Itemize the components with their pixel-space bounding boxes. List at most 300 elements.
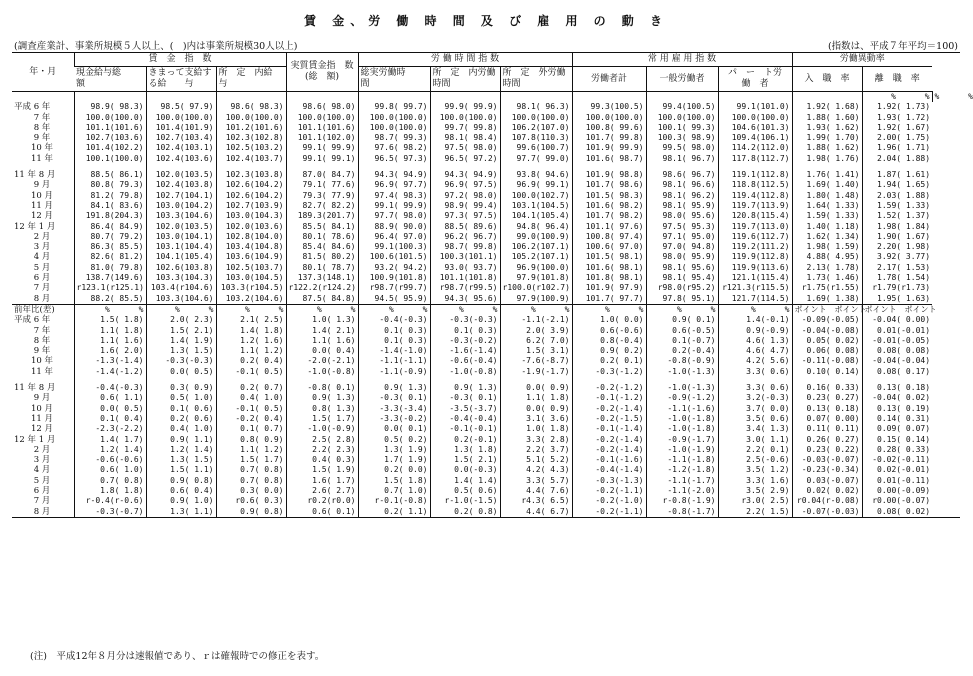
- table-cell: 0.9( 1.3): [286, 393, 358, 403]
- table-cell: 101.7( 98.6): [572, 180, 646, 190]
- table-cell: -0.4(-1.4): [572, 465, 646, 475]
- table-cell: 1.52( 1.37): [862, 211, 932, 221]
- row-label: 3 月: [14, 455, 51, 466]
- table-cell: 0.1(-0.7): [646, 336, 718, 346]
- table-cell: 0.06( 0.08): [792, 346, 862, 356]
- table-cell: 97.5( 98.0): [430, 143, 500, 153]
- table-cell: -0.3(-1.2): [572, 367, 646, 377]
- table-cell: [430, 92, 500, 103]
- table-cell: -1.1(-0.9): [358, 367, 430, 377]
- table-cell: -1.0(-1.3): [646, 367, 718, 377]
- table-cell: 1.76( 1.41): [792, 170, 862, 180]
- table-cell: -0.6(-0.4): [430, 356, 500, 366]
- table-cell: 81.2( 79.8): [74, 191, 146, 201]
- header-turnover-group: 労働異動率: [792, 53, 932, 67]
- table-cell: r98.7(r99.5): [430, 283, 500, 293]
- table-cell: 100.0(100.0): [430, 113, 500, 123]
- row-label: 5 月: [14, 262, 51, 273]
- table-cell: 4.2( 5.6): [718, 356, 792, 366]
- table-cell: 101.7( 99.8): [572, 133, 646, 143]
- table-cell: -0.1(-1.2): [572, 393, 646, 403]
- table-cell: -3.3(-0.2): [358, 414, 430, 424]
- table-row: [12, 211, 960, 221]
- table-cell: 1.4( 1.9): [146, 336, 216, 346]
- table-cell: 0.7( 0.8): [216, 476, 286, 486]
- table-row: [12, 315, 960, 325]
- table-cell: 85.5( 84.1): [286, 222, 358, 232]
- table-cell: 86.4( 84.9): [74, 222, 146, 232]
- table-row: [12, 273, 960, 283]
- table-cell: -0.1( 0.5): [216, 404, 286, 414]
- table-cell: 93.2( 94.2): [358, 263, 430, 273]
- table-cell: -1.0(-1.3): [646, 383, 718, 393]
- table-cell: 98.1( 96.3): [500, 102, 572, 112]
- table-cell: 96.5( 97.2): [430, 154, 500, 164]
- table-cell: 0.05( 0.02): [792, 336, 862, 346]
- table-cell: 1.3( 1.5): [146, 346, 216, 356]
- table-cell: 1.1( 1.2): [216, 346, 286, 356]
- table-cell: 103.3(104.3): [146, 273, 216, 283]
- table-cell: 1.2( 1.6): [216, 336, 286, 346]
- table-cell: 100.0(100.0): [358, 113, 430, 123]
- table-cell: -0.04( 0.02): [862, 393, 932, 403]
- table-cell: -1.2(-1.8): [646, 465, 718, 475]
- table-cell: -1.0(-0.8): [430, 367, 500, 377]
- table-cell: 1.6( 2.0): [74, 346, 146, 356]
- table-row: [12, 143, 960, 153]
- table-cell: 103.2(104.6): [216, 294, 286, 305]
- table-row: [12, 123, 960, 133]
- table-cell: 3.4( 1.3): [718, 424, 792, 434]
- row-label: 12 月: [14, 211, 54, 222]
- table-cell: 1.59( 1.33): [792, 211, 862, 221]
- table-row: [12, 336, 960, 346]
- table-cell: 98.6( 98.3): [216, 102, 286, 112]
- row-label: 前年比(差): [12, 304, 74, 315]
- table-cell: r100.0(r102.7): [500, 283, 572, 293]
- table-cell: 98.1( 96.2): [646, 191, 718, 201]
- table-cell: -0.04(-0.04): [862, 356, 932, 366]
- table-cell: 100.0(100.0): [286, 113, 358, 123]
- table-cell: 4.6( 1.3): [718, 336, 792, 346]
- table-cell: 96.2( 96.7): [430, 232, 500, 242]
- row-label: 9 年: [14, 133, 51, 144]
- table-cell: 119.7(113.9): [718, 201, 792, 211]
- table-cell: 101.6( 98.1): [572, 263, 646, 273]
- table-cell: -0.3( 0.1): [358, 393, 430, 403]
- statistics-table: [12, 52, 973, 518]
- table-cell: -1.1(-2.1): [500, 315, 572, 325]
- table-cell: 0.0(-0.3): [430, 465, 500, 475]
- table-cell: r1.75(r1.55): [792, 283, 862, 293]
- row-label: 11 年 8 月: [14, 383, 56, 394]
- table-cell: 98.7( 99.8): [430, 242, 500, 252]
- table-cell: -0.1(-0.1): [430, 424, 500, 434]
- table-cell: 1.92( 1.73): [862, 102, 932, 112]
- table-row: [12, 414, 960, 424]
- table-cell: 107.8(110.3): [500, 133, 572, 143]
- table-cell: 101.1(101.6): [74, 123, 146, 133]
- table-row: [12, 242, 960, 252]
- row-label: 6 月: [14, 485, 51, 496]
- table-cell: 0.26( 0.27): [792, 435, 862, 445]
- table-cell: 3.3( 0.6): [718, 367, 792, 377]
- table-cell: 102.7(104.1): [146, 191, 216, 201]
- table-cell: -0.4(-0.3): [358, 315, 430, 325]
- table-cell: % %: [500, 304, 572, 315]
- table-cell: -0.3( 0.1): [430, 393, 500, 403]
- table-cell: 85.4( 84.6): [286, 242, 358, 252]
- table-cell: r-0.1(-0.8): [358, 496, 430, 506]
- row-label: 11 年: [14, 153, 54, 164]
- table-cell: -0.4(-0.3): [74, 383, 146, 393]
- table-cell: 101.4(101.9): [146, 123, 216, 133]
- header-total-hours: 総実労働時 間: [358, 67, 430, 92]
- table-cell: 1.96( 1.71): [862, 143, 932, 153]
- table-cell: 0.13( 0.18): [792, 404, 862, 414]
- table-cell: 0.2( 0.4): [216, 356, 286, 366]
- table-cell: -0.11(-0.08): [792, 356, 862, 366]
- table-cell: 0.6( 1.1): [74, 393, 146, 403]
- table-cell: 79.3( 77.9): [286, 191, 358, 201]
- table-cell: 2.6( 2.7): [286, 486, 358, 496]
- table-row: [12, 133, 960, 143]
- table-cell: -1.1(-1.1): [358, 356, 430, 366]
- table-cell: 1.1( 1.8): [500, 393, 572, 403]
- table-cell: 0.14( 0.31): [862, 414, 932, 424]
- table-cell: 1.0( 1.3): [286, 315, 358, 325]
- header-real-wage: 実質賃金指 数(総 額): [286, 53, 358, 92]
- table-cell: r-1.0(-1.5): [430, 496, 500, 506]
- table-cell: 0.2( 0.7): [216, 383, 286, 393]
- table-cell: 0.9( 1.1): [146, 435, 216, 445]
- table-row: [12, 232, 960, 242]
- table-cell: r3.0( 2.5): [718, 496, 792, 506]
- table-cell: 1.4( 2.1): [286, 326, 358, 336]
- table-cell: 4.2( 4.3): [500, 465, 572, 475]
- table-cell: 121.1(115.4): [718, 273, 792, 283]
- table-cell: 0.0( 0.9): [500, 383, 572, 393]
- table-cell: 105.2(107.1): [500, 252, 572, 262]
- table-cell: 100.0(100.0): [216, 113, 286, 123]
- table-cell: 2.0( 2.3): [146, 315, 216, 325]
- table-cell: -1.9(-1.7): [500, 367, 572, 377]
- table-cell: 1.7( 1.9): [358, 455, 430, 465]
- table-row: [12, 507, 960, 518]
- table-cell: 0.2(-0.4): [646, 346, 718, 356]
- table-cell: 98.9( 99.4): [430, 201, 500, 211]
- table-cell: 103.6(104.9): [216, 252, 286, 262]
- table-cell: 81.0( 79.8): [74, 263, 146, 273]
- table-cell: 86.3( 85.5): [74, 242, 146, 252]
- table-cell: 94.5( 95.9): [358, 294, 430, 305]
- table-cell: 1.0( 0.0): [572, 315, 646, 325]
- table-cell: 99.1(100.3): [358, 242, 430, 252]
- table-row: [12, 455, 960, 465]
- row-label: 11 年 8 月: [14, 170, 56, 181]
- table-cell: 1.5( 1.8): [74, 315, 146, 325]
- table-cell: 0.5( 1.0): [146, 393, 216, 403]
- header-all-workers: 労働者計: [572, 67, 646, 92]
- table-cell: 99.1( 99.9): [358, 201, 430, 211]
- row-label: 12 年 1 月: [14, 434, 56, 445]
- table-cell: [500, 92, 572, 103]
- table-cell: 118.8(112.5): [718, 180, 792, 190]
- table-cell: 120.8(115.4): [718, 211, 792, 221]
- table-cell: 2.2( 0.1): [718, 445, 792, 455]
- table-cell: 2.1( 2.5): [216, 315, 286, 325]
- table-cell: 0.16( 0.33): [792, 383, 862, 393]
- table-cell: 101.5( 98.3): [572, 191, 646, 201]
- header-overtime-hours: 所 定 外労働時間: [500, 67, 572, 92]
- row-label: 8 月: [14, 506, 51, 517]
- table-cell: -0.3(-0.3): [430, 315, 500, 325]
- header-regular-pay: きまって支給する給 与: [146, 67, 216, 92]
- table-cell: 102.4(103.8): [146, 180, 216, 190]
- table-cell: 2.03( 1.88): [862, 191, 932, 201]
- table-cell: 98.1( 96.7): [646, 154, 718, 164]
- table-cell: 94.3( 95.6): [430, 294, 500, 305]
- table-cell: 2.00( 1.75): [862, 133, 932, 143]
- table-cell: 3.2(-0.3): [718, 393, 792, 403]
- table-row: [12, 201, 960, 211]
- table-cell: 97.0( 94.8): [646, 242, 718, 252]
- table-cell: 0.9( 0.2): [572, 346, 646, 356]
- header-parttime-workers: パ ー ト労 働 者: [718, 67, 792, 92]
- table-row: [12, 435, 960, 445]
- table-cell: 103.4(104.8): [216, 242, 286, 252]
- table-cell: 1.4( 1.4): [430, 476, 500, 486]
- table-cell: 119.1(112.8): [718, 170, 792, 180]
- table-cell: 0.1( 0.3): [358, 336, 430, 346]
- table-row: [12, 222, 960, 232]
- table-cell: 119.4(112.8): [718, 191, 792, 201]
- table-cell: 80.8( 79.3): [74, 180, 146, 190]
- table-cell: 1.69( 1.40): [792, 180, 862, 190]
- table-cell: [358, 92, 430, 103]
- table-cell: 99.3(100.5): [572, 102, 646, 112]
- table-cell: 99.7( 99.8): [430, 123, 500, 133]
- table-cell: 1.88( 1.60): [792, 113, 862, 123]
- table-cell: % %: [286, 304, 358, 315]
- table-cell: 0.08( 0.17): [862, 367, 932, 377]
- table-cell: 101.9( 98.8): [572, 170, 646, 180]
- table-cell: 100.0(100.0): [572, 113, 646, 123]
- header-general-workers: 一般労働者: [646, 67, 718, 92]
- table-cell: -0.2(-1.4): [572, 445, 646, 455]
- table-cell: 103.3(104.6): [146, 211, 216, 221]
- table-cell: 3.7( 0.0): [718, 404, 792, 414]
- table-cell: 102.6(104.2): [216, 180, 286, 190]
- table-cell: 100.6( 97.0): [572, 242, 646, 252]
- table-cell: 1.8( 1.8): [74, 486, 146, 496]
- table-cell: 102.0(103.6): [216, 222, 286, 232]
- table-cell: -1.1(-1.7): [646, 476, 718, 486]
- table-cell: 99.4(100.5): [646, 102, 718, 112]
- table-cell: -0.04(-0.08): [792, 326, 862, 336]
- table-cell: 102.5(103.2): [216, 143, 286, 153]
- table-cell: 0.8( 0.9): [216, 435, 286, 445]
- table-cell: 102.5(103.7): [216, 263, 286, 273]
- table-cell: [216, 92, 286, 103]
- table-cell: 98.1( 98.4): [430, 133, 500, 143]
- table-cell: 96.9( 97.7): [358, 180, 430, 190]
- table-row: [12, 476, 960, 486]
- table-cell: 137.3(148.1): [286, 273, 358, 283]
- table-cell: 3.3( 1.6): [718, 476, 792, 486]
- table-cell: 98.9( 98.3): [74, 102, 146, 112]
- table-cell: 100.8( 97.4): [572, 232, 646, 242]
- table-cell: -0.2(-1.5): [572, 414, 646, 424]
- table-cell: 100.1( 99.3): [646, 123, 718, 133]
- table-cell: 2.5( 2.8): [286, 435, 358, 445]
- table-row: [12, 304, 960, 315]
- table-cell: % %: [646, 304, 718, 315]
- table-cell: -0.23(-0.34): [792, 465, 862, 475]
- header-scheduled-pay: 所 定 内給 与: [216, 67, 286, 92]
- table-cell: -0.2(-1.2): [572, 383, 646, 393]
- table-cell: r-0.8(-1.9): [646, 496, 718, 506]
- table-cell: 99.1( 99.9): [286, 143, 358, 153]
- table-cell: -1.1(-2.0): [646, 486, 718, 496]
- table-cell: 94.3( 94.9): [358, 170, 430, 180]
- table-cell: 1.4( 1.8): [216, 326, 286, 336]
- table-cell: 101.4(102.2): [74, 143, 146, 153]
- table-cell: 0.7( 1.0): [358, 486, 430, 496]
- table-cell: r98.0(r95.2): [646, 283, 718, 293]
- change-section: [12, 304, 960, 517]
- table-cell: 0.0( 0.4): [286, 346, 358, 356]
- table-cell: 3.3( 2.8): [500, 435, 572, 445]
- table-cell: 101.7( 97.7): [572, 294, 646, 305]
- table-cell: 0.8(-0.4): [572, 336, 646, 346]
- row-label: 7 年: [14, 112, 51, 123]
- table-cell: 101.9( 99.9): [572, 143, 646, 153]
- table-cell: -0.04( 0.00): [862, 315, 932, 325]
- table-cell: 80.7( 79.2): [74, 232, 146, 242]
- index-section: [12, 91, 973, 305]
- table-cell: -1.4(-1.0): [358, 346, 430, 356]
- table-cell: 103.1(104.4): [146, 242, 216, 252]
- table-cell: 1.0( 1.8): [500, 424, 572, 434]
- table-cell: 98.1( 95.6): [646, 263, 718, 273]
- table-row: [12, 445, 960, 455]
- table-cell: 82.6( 81.2): [74, 252, 146, 262]
- table-row: [12, 170, 960, 180]
- table-cell: 0.6(-0.6): [572, 326, 646, 336]
- table-cell: 97.1( 95.0): [646, 232, 718, 242]
- table-cell: 100.0(102.7): [500, 191, 572, 201]
- header-period: 年・月: [12, 53, 74, 92]
- table-cell: 5.1( 5.2): [500, 455, 572, 465]
- table-row: [12, 263, 960, 273]
- table-cell: 102.4(103.1): [146, 143, 216, 153]
- table-cell: 1.78( 1.54): [862, 273, 932, 283]
- table-cell: [572, 92, 646, 103]
- table-cell: 81.5( 80.2): [286, 252, 358, 262]
- table-cell: 1.90( 1.67): [862, 232, 932, 242]
- base-year-note: (指数は、平成７年平均＝100): [827, 41, 958, 52]
- table-cell: 102.7(103.4): [146, 133, 216, 143]
- row-label: 4 月: [14, 465, 51, 476]
- row-label: 10 年: [14, 356, 54, 367]
- table-cell: 1.40( 1.18): [792, 222, 862, 232]
- table-cell: 0.10( 0.14): [792, 367, 862, 377]
- table-cell: 96.9( 97.5): [430, 180, 500, 190]
- table-cell: -0.1(-1.6): [572, 455, 646, 465]
- table-cell: 0.9( 0.8): [216, 507, 286, 518]
- table-cell: 104.1(105.4): [146, 252, 216, 262]
- table-cell: 102.8(104.0): [216, 232, 286, 242]
- table-cell: 98.1( 95.9): [646, 201, 718, 211]
- table-cell: 103.3(r104.5): [216, 283, 286, 293]
- table-cell: 138.7(149.6): [74, 273, 146, 283]
- table-cell: 0.8( 1.3): [286, 404, 358, 414]
- table-cell: 1.62( 1.34): [792, 232, 862, 242]
- table-cell: 0.2( 0.1): [572, 356, 646, 366]
- table-cell: % %: [358, 304, 430, 315]
- table-cell: 1.2( 1.4): [146, 445, 216, 455]
- table-cell: -0.2( 0.4): [216, 414, 286, 424]
- header-wage-group: 賃 金 指 数: [74, 53, 286, 67]
- table-cell: 1.3( 1.5): [146, 455, 216, 465]
- row-label: 7 月: [14, 496, 51, 507]
- table-cell: -1.1(-1.6): [646, 404, 718, 414]
- table-cell: 0.4( 1.0): [216, 393, 286, 403]
- table-cell: -0.03(-0.07): [792, 455, 862, 465]
- table-cell: -3.3(-3.4): [358, 404, 430, 414]
- table-cell: [792, 92, 862, 103]
- table-cell: 94.8( 96.4): [500, 222, 572, 232]
- table-cell: r4.3( 6.5): [500, 496, 572, 506]
- table-cell: 1.98( 1.76): [792, 154, 862, 164]
- table-cell: 102.3(103.8): [216, 170, 286, 180]
- table-cell: 0.08( 0.08): [862, 346, 932, 356]
- row-label: 7 年: [14, 325, 51, 336]
- table-cell: 1.1( 1.8): [74, 326, 146, 336]
- table-cell: 0.07( 0.00): [792, 414, 862, 424]
- table-cell: [74, 92, 146, 103]
- table-row: [12, 326, 960, 336]
- table-cell: 101.9( 97.9): [572, 283, 646, 293]
- table-cell: % %: [74, 304, 146, 315]
- report-title: 賃 金、労 働 時 間 及 び 雇 用 の 動 き: [304, 14, 668, 28]
- table-cell: 0.02(-0.01): [862, 465, 932, 475]
- table-row: [12, 404, 960, 414]
- table-cell: 3.5( 2.9): [718, 486, 792, 496]
- table-cell: 0.3( 0.9): [146, 383, 216, 393]
- row-label: 10 月: [14, 190, 54, 201]
- table-cell: 117.8(112.7): [718, 154, 792, 164]
- table-cell: 1.92( 1.68): [792, 102, 862, 112]
- table-cell: % %: [718, 304, 792, 315]
- table-cell: 100.0(100.0): [74, 113, 146, 123]
- table-cell: 99.9( 99.9): [430, 102, 500, 112]
- table-cell: 101.8( 98.1): [572, 273, 646, 283]
- table-cell: 104.1(105.4): [500, 211, 572, 221]
- table-cell: 0.02( 0.02): [792, 486, 862, 496]
- table-cell: 96.9(100.0): [500, 263, 572, 273]
- table-cell: 103.0(104.5): [216, 273, 286, 283]
- table-cell: 102.4(103.6): [146, 154, 216, 164]
- table-cell: 2.2( 3.7): [500, 445, 572, 455]
- table-cell: 2.17( 1.53): [862, 263, 932, 273]
- row-label: 8 年: [14, 122, 51, 133]
- table-cell: -0.3(-1.3): [572, 476, 646, 486]
- table-cell: [146, 92, 216, 103]
- table-cell: 100.3(101.1): [430, 252, 500, 262]
- table-cell: -0.9(-1.2): [646, 393, 718, 403]
